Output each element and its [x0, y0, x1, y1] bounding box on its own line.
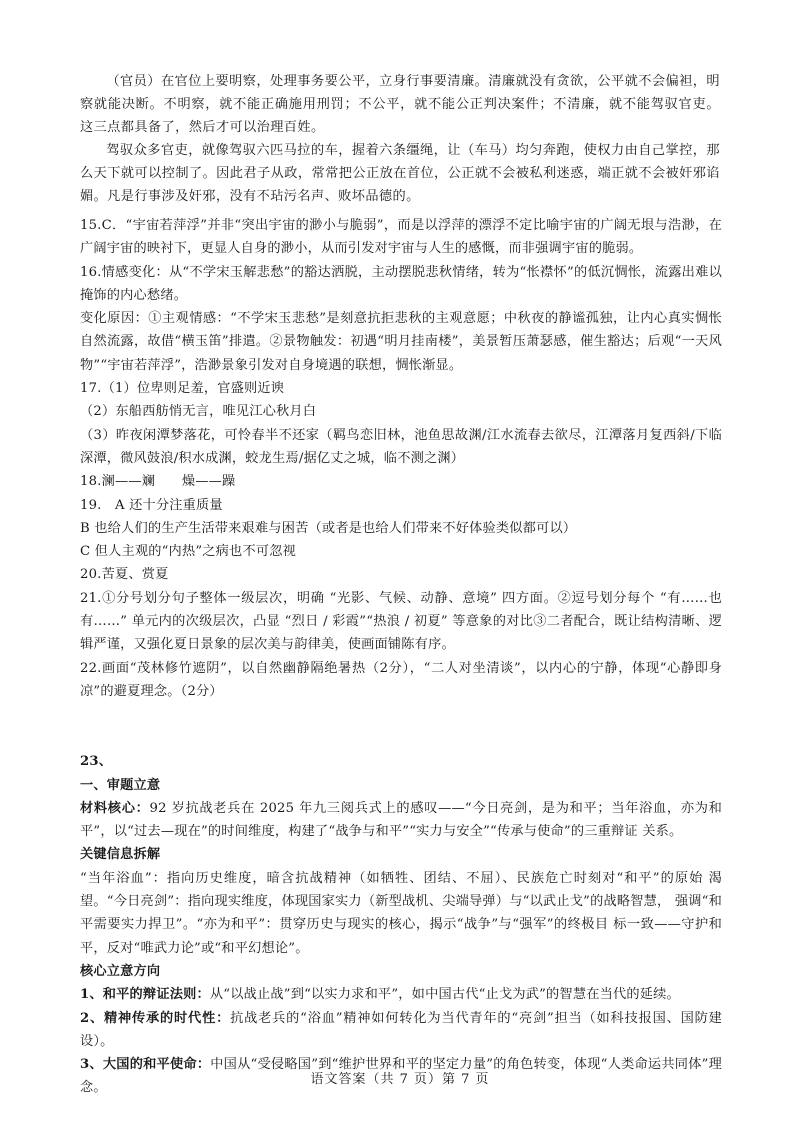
- spacer: [80, 703, 722, 750]
- direction-1-label: 1、和平的辩证法则：: [80, 987, 210, 1003]
- translation-paragraph-2: 驾驭众多官吏，就像驾驭六匹马拉的车，握着六条缰绳，让（车马）均匀奔跑，使权力由自己掌控，那么天下就可以控制了。因此君子从政，常常把公正放在首位，公正就不会被私利迷惑，端正就不会被奸邪谄媚。凡是行事涉及奸邪，没有不玷污名声、败坏品德的。: [80, 143, 720, 204]
- answer-19-a: 19. A 还十分注重质量: [80, 497, 223, 513]
- translation-passage: [80, 70, 720, 208]
- essay-number: 23、: [80, 754, 113, 770]
- page-footer: 语文答案（共 7 页）第 7 页: [310, 1072, 490, 1087]
- essay-section-heading: 一、审题立意: [80, 777, 161, 793]
- direction-2-label: 2、精神传承的时代性：: [80, 1010, 231, 1026]
- direction-1-text: 从“以战止战”到“以实力求和平”，如中国古代“止戈为武”的智慧在当代的延续。: [209, 987, 680, 1003]
- key-info-heading: 关键信息拆解: [80, 847, 161, 863]
- direction-heading: 核心立意方向: [80, 963, 161, 979]
- answer-21: 21.①分号划分句子整体一级层次，明确 “光影、气候、动静、意境” 四方面。②逗号划分每个 “有……也有……” 单元内的次级层次，凸显 “烈日 / 彩霞”“热浪 / 初夏” 等意象的对比③二者配合，既让结构清晰、逻辑严谨，又强化夏日景象的层次美与韵律美，使画面铺陈有序。: [80, 590, 722, 653]
- key-info-text: “当年浴血”：指向历史维度，暗含抗战精神（如牺牲、团结、不屈）、民族危亡时刻对“和平”的原始 渴望。“今日亮剑”：指向现实维度，体现国家实力（新型战机、尖端导弹）与“以武止戈”的战略智慧， 强调“和平需要实力捍卫”。“亦为和平”：贯穿历史与现实的核心，揭示“战争”与“强军”的终极目 标一致——守护和平，反对“唯武力论”或“和平幻想论”。: [80, 870, 722, 956]
- answer-17-2: （2）东船西舫悄无言，唯见江心秋月白: [80, 404, 317, 420]
- answer-22: 22.画面“茂林修竹遮阴”，以自然幽静隔绝暑热（2分），“二人对坐清谈”，以内心的宁静，体现“心静即身凉”的避夏理念。（2分）: [80, 660, 722, 699]
- answer-17-3: （3）昨夜闲潭梦落花，可怜春半不还家（羁鸟恋旧林，池鱼思故渊/江水流春去欲尽，江潭落月复西斜/下临深潭，微风鼓浪/积水成渊，蛟龙生焉/据亿丈之城，临不测之渊）: [80, 427, 722, 466]
- answer-18: 18.澜——斓 燥——躁: [80, 474, 236, 490]
- direction-1: [80, 983, 722, 1006]
- essay-core-label: 材料核心：: [80, 800, 150, 816]
- answer-16-reason: 变化原因：①主观情感：“不学宋玉悲愁”是刻意抗拒悲秋的主观意愿；中秋夜的静谧孤独，让内心真实惆怅自然流露，故借“横玉笛”排遣。②景物触发：初遇“明月挂南楼”，美景暂压萧瑟感，催生豁达；后观“一天风物”“宇宙若萍浮”，浩渺景象引发对自身境遇的联想，惆怅渐显。: [80, 311, 722, 373]
- direction-3-text: 中国从“受侵略国”到“维护世界和平的坚定力量”的角色转变，体现“人类命运共同体”理念。: [80, 1057, 722, 1096]
- translation-paragraph-1: （官员）在官位上要明察，处理事务要公平，立身行事要清廉。清廉就没有贪欲，公平就不会偏袒，明察就能决断。不明察，就不能正确施用刑罚；不公平，就不能公正判决案件；不清廉，就不能驾驭官吏。 这三点都具备了，然后才可以治理百姓。: [80, 74, 720, 135]
- answer-19-b: B 也给人们的生产生活带来艰难与困苦（或者是也给人们带来不好体验类似都可以）: [80, 520, 577, 536]
- answer-15: 15.C．“宇宙若萍浮”并非“突出宇宙的渺小与脆弱”，而是以浮萍的漂浮不定比喻宇宙的广阔无垠与浩渺，在广阔宇宙的映衬下，更显人自身的渺小，从而引发对宇宙与人生的感慨，而非强调宇宙的脆弱。: [80, 218, 722, 257]
- essay-core: [80, 797, 722, 844]
- answer-list: [80, 214, 722, 1100]
- direction-3-label: 3、大国的和平使命：: [80, 1057, 211, 1073]
- essay-core-text: 92 岁抗战老兵在 2025 年九三阅兵式上的感叹——“今日亮剑，是为和平；当年浴血，亦为和 平”，以“过去—现在”的时间维度，构建了“战争与和平”“实力与安全”“传承与使命”的三重辩证 关系。: [80, 800, 723, 840]
- direction-2: [80, 1007, 722, 1054]
- answer-17-1: 17.（1）位卑则足羞，官盛则近谀: [80, 381, 285, 397]
- answer-20: 20.苦夏、赏夏: [80, 567, 169, 583]
- answer-19-c: C 但人主观的“内热”之病也不可忽视: [80, 544, 296, 560]
- direction-2-text: 抗战老兵的“浴血”精神如何转化为当代青年的“亮剑”担当（如科技报国、国防建设）。: [80, 1010, 723, 1049]
- answer-16-emotion: 16.情感变化：从“不学宋玉解悲愁”的豁达洒脱，主动摆脱悲秋情绪，转为“怅襟怀”的低沉惆怅，流露出难以掩饰的内心愁绪。: [80, 264, 722, 303]
